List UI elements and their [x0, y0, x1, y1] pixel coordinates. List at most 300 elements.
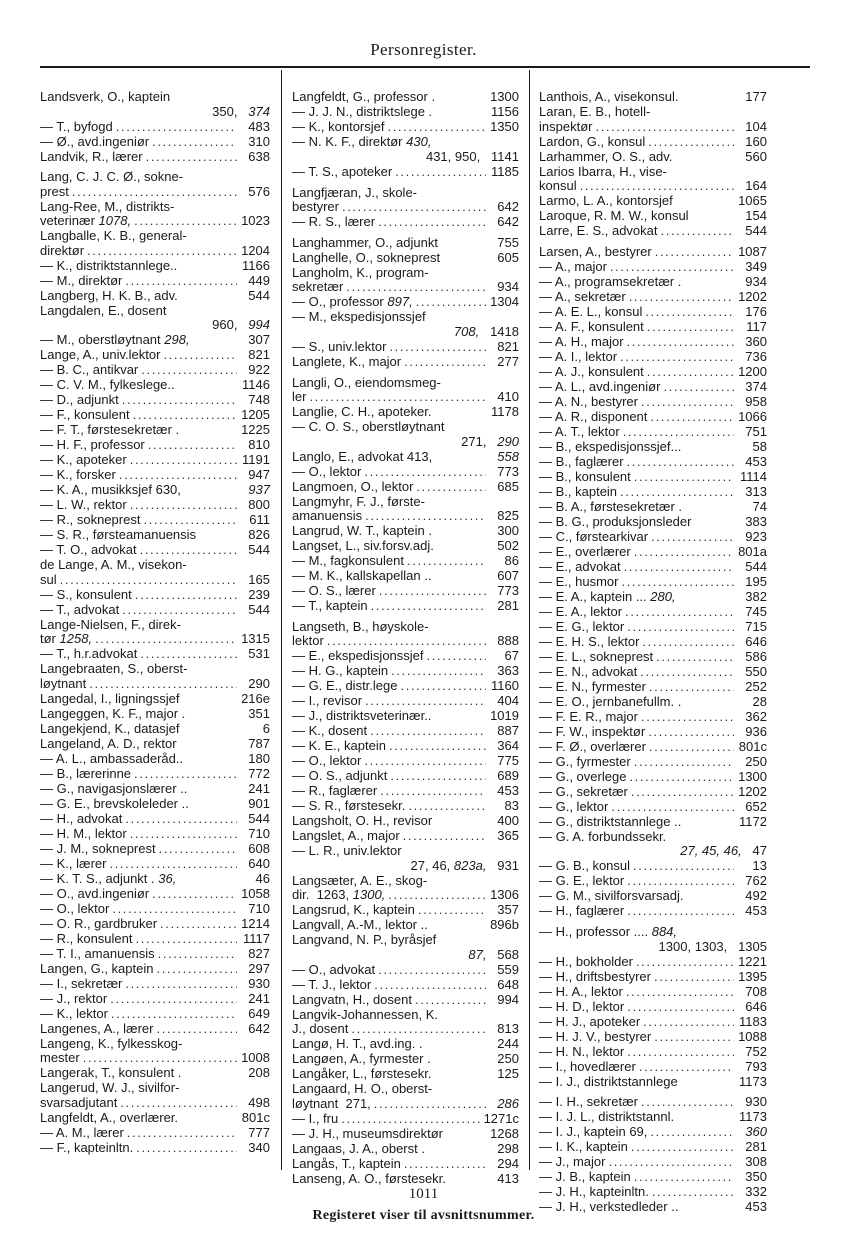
entry-number: 125 [497, 1066, 519, 1081]
entry-name: — A. N., bestyrer [539, 393, 638, 409]
entry-name: Langfeldt, A., overlærer. [40, 1109, 179, 1125]
leader-dots [119, 468, 237, 483]
entry-name-wrap [292, 340, 386, 355]
entry-name: — G. M., sivilforsvarsadj. [539, 888, 684, 903]
entry-number: 648 [497, 976, 519, 992]
register-entry [539, 545, 767, 560]
register-entry [539, 904, 767, 919]
leader-dots [639, 1060, 734, 1075]
entry-name-wrap [292, 679, 398, 694]
entry-number: 755 [497, 234, 519, 250]
entry-name: Lange, A., univ.lektor [40, 347, 161, 362]
entry-number: 930 [745, 1094, 767, 1109]
entry-number: 1146 [242, 377, 270, 392]
entry-line [40, 588, 270, 603]
register-entry [539, 1125, 767, 1140]
leader-dots [136, 1141, 237, 1156]
entry-number: 1305 [738, 938, 767, 954]
register-entry [292, 694, 519, 709]
entry-line [40, 992, 270, 1007]
entry-line [40, 1126, 270, 1141]
register-entry [40, 782, 270, 797]
entry-continuation-text: bestyrer [292, 199, 339, 214]
entry-line [539, 1075, 767, 1090]
entry-name-wrap [40, 378, 175, 393]
leader-dots [378, 963, 486, 978]
entry-ref: 960, [212, 317, 242, 332]
entry-name: — K. E., kaptein [292, 738, 386, 753]
register-entry [40, 438, 270, 453]
entry-name: — K., apoteker [40, 452, 127, 467]
register-entry [292, 495, 519, 524]
entry-line [539, 245, 767, 260]
register-entry [40, 752, 270, 767]
register-entry [539, 395, 767, 410]
entry-number: 1300 [738, 768, 767, 784]
entry-number: 363 [497, 663, 519, 678]
entry-name: — J. H., kapteinltn. [539, 1184, 649, 1199]
entry-name: — O. R., gardbruker [40, 915, 158, 931]
entry-number: 1300 [490, 89, 519, 104]
entry-name: — G., sekretær [539, 783, 628, 799]
column-divider-2 [529, 70, 530, 1170]
entry-line [292, 814, 519, 829]
entry-line [539, 1030, 767, 1045]
entry-line [539, 770, 767, 785]
entry-line [292, 1112, 519, 1127]
leader-dots [631, 785, 734, 800]
entry-line [292, 90, 519, 105]
entry-number: 1268 [490, 1125, 519, 1141]
entry-line [292, 649, 519, 664]
entry-name-wrap [292, 165, 392, 180]
entry-name: Langmoen, O., lektor [292, 478, 414, 494]
entry-line [292, 933, 519, 948]
entry-name: Langberg, H. K. B., adv. [40, 287, 178, 303]
entry-number: 1160 [491, 678, 519, 693]
entry-number: 6 [262, 720, 270, 736]
entry-name: — M., ekspedisjonssjef [292, 309, 426, 324]
entry-line [40, 827, 270, 842]
entry-name: — H. D., lektor [539, 998, 625, 1014]
entry-name-wrap [539, 695, 681, 710]
entry-name: — L. W., rektor [40, 497, 127, 512]
entry-number: 1058 [241, 885, 270, 901]
entry-line [40, 408, 270, 423]
entry-number: 772 [248, 765, 270, 781]
entry-number: 252 [745, 678, 767, 694]
register-entry [292, 933, 519, 962]
entry-name-wrap [40, 842, 156, 857]
entry-number: 934 [745, 273, 767, 289]
entry-continuation-text: tør [40, 631, 56, 646]
entry-continuation-text: sekretær [292, 279, 344, 294]
entry-name-wrap [292, 769, 387, 784]
entry-number: 1178 [491, 404, 519, 419]
entry-name: Langfeldt, G., professor . [292, 89, 436, 104]
entry-name: Langvatn, H., dosent [292, 991, 412, 1007]
entry-line [539, 90, 767, 105]
entry-name: Langsholt, O. H., revisor [292, 813, 433, 828]
entry-name-wrap [40, 274, 122, 289]
register-entry [40, 932, 270, 947]
entry-name-wrap [539, 260, 607, 275]
entry-name-wrap [292, 310, 426, 325]
register-entry [292, 1142, 519, 1157]
leader-dots [60, 573, 237, 588]
leader-dots [389, 739, 486, 754]
register-entry [539, 485, 767, 500]
entry-name-wrap [292, 480, 413, 495]
entry-line [40, 393, 270, 408]
entry-number: 646 [745, 633, 767, 649]
entry-continuation-text: direktør [40, 242, 85, 258]
register-entry [40, 259, 270, 274]
entry-line [292, 480, 519, 495]
entry-name-wrap [40, 932, 133, 947]
entry-number: 86 [504, 553, 519, 568]
register-entry [539, 740, 767, 755]
leader-dots [655, 245, 734, 260]
entry-line [292, 888, 519, 903]
entry-name: — A. H., major [539, 333, 624, 349]
entry-name: — K., lærer [40, 855, 107, 871]
entry-name: Langebraaten, S., oberst- [40, 661, 188, 676]
entry-name: — O., professor [292, 294, 384, 309]
entry-name: — G., lektor [539, 798, 609, 814]
entry-name: de Lange, A. M., visekon- [40, 557, 187, 572]
entry-number: 560 [745, 148, 767, 164]
register-entry [539, 1015, 767, 1030]
leader-dots [125, 812, 237, 827]
leader-dots [636, 955, 734, 970]
leader-dots [418, 903, 486, 918]
entry-name-wrap [40, 120, 113, 135]
register-entry [40, 872, 270, 887]
entry-number: 751 [745, 423, 767, 439]
leader-dots [116, 120, 237, 135]
entry-line [539, 1170, 767, 1185]
register-entry [40, 797, 270, 812]
register-entry [292, 295, 519, 310]
register-entry [292, 135, 519, 150]
entry-name: Langvall, A.-M., lektor .. [292, 917, 428, 932]
entry-name: Langfjæran, J., skole- [292, 184, 418, 200]
register-entry [292, 1157, 519, 1172]
entry-name: — A. L., avd.ingeniør [539, 378, 661, 394]
entry-name: — E., advokat [539, 558, 621, 574]
leader-dots [656, 650, 734, 665]
entry-name: — I. K., kaptein [539, 1139, 628, 1154]
entry-number: 502 [497, 538, 519, 553]
entry-line [539, 380, 767, 395]
entry-name: — A., sekretær [539, 288, 626, 304]
leader-dots [365, 694, 486, 709]
register-column-3 [539, 90, 767, 1215]
entry-line [40, 737, 270, 752]
entry-name-wrap [292, 420, 444, 435]
entry-name: — I., hovedlærer [539, 1058, 636, 1074]
entry-name: — H., faglærer [539, 903, 625, 918]
entry-name-wrap [292, 978, 371, 993]
entry-name: — J. H., museumsdirektør [292, 1125, 443, 1141]
leader-dots [627, 455, 734, 470]
entry-number: 586 [745, 648, 767, 664]
entry-name: — J., major [539, 1154, 606, 1169]
entry-number: 350 [745, 1169, 767, 1184]
entry-number: 544 [745, 558, 767, 574]
entry-name-wrap [539, 1075, 678, 1090]
entry-number: 801c [241, 1109, 270, 1125]
entry-name-wrap [539, 725, 645, 740]
entry-number: 1065 [738, 193, 767, 208]
entry-line [292, 584, 519, 599]
entry-line [292, 524, 519, 539]
entry-number: 1350 [490, 119, 519, 134]
entry-line [539, 194, 767, 209]
register-entry [292, 679, 519, 694]
register-entry [40, 1126, 270, 1141]
register-entry [539, 290, 767, 305]
entry-continuation-text: svarsadjutant [40, 1094, 118, 1110]
entry-line [292, 918, 519, 933]
entry-line [539, 335, 767, 350]
entry-continuation [292, 1022, 348, 1037]
entry-name: — J., distriktsveterinær.. [292, 708, 432, 723]
leader-dots [648, 135, 734, 150]
leader-dots [389, 340, 486, 355]
leader-dots [341, 1112, 480, 1127]
entry-name: — O. S., lærer [292, 583, 376, 598]
entry-name-wrap [539, 1140, 628, 1155]
entry-name-wrap [40, 737, 177, 752]
entry-continuation [40, 1096, 117, 1111]
leader-dots [627, 335, 734, 350]
entry-reference-line [292, 948, 519, 963]
entry-name: Langvand, N. P., byråsjef [292, 932, 437, 947]
entry-name: — H. M., lektor [40, 825, 127, 841]
leader-dots [83, 1051, 237, 1066]
entry-ref-italic: 897, [387, 294, 413, 309]
entry-name-wrap [40, 498, 127, 513]
register-entry [539, 889, 767, 904]
entry-name-wrap [40, 588, 132, 603]
entry-number: 1315 [241, 631, 270, 646]
register-entry [40, 170, 270, 199]
entry-number: 164 [745, 178, 767, 193]
register-entry [292, 1052, 519, 1067]
entry-name-wrap [539, 1030, 651, 1045]
entry-line [292, 355, 519, 370]
entry-line [292, 539, 519, 554]
entry-name: — E., husmor [539, 573, 619, 589]
register-entry [292, 539, 519, 554]
entry-number: 1183 [739, 1013, 767, 1029]
entry-name: — J. H., verkstedleder .. [539, 1199, 679, 1214]
leader-dots [620, 485, 734, 500]
entry-name-wrap [40, 797, 189, 812]
entry-number: 736 [745, 348, 767, 364]
entry-line [40, 842, 270, 857]
entry-line [292, 236, 519, 251]
entry-number: 28 [752, 693, 767, 709]
entry-ref: 69, [629, 1124, 648, 1139]
entry-number: 801a [738, 543, 767, 559]
entry-name: — E. N., advokat [539, 663, 638, 679]
entry-line [40, 887, 270, 902]
entry-continuation-text: sul [40, 571, 57, 587]
entry-name: Langdalen, E., dosent [40, 302, 167, 318]
register-entry [539, 470, 767, 485]
entry-ref-italic: 708, [453, 324, 483, 339]
entry-name-wrap [292, 963, 375, 978]
entry-name-wrap [40, 1066, 181, 1081]
leader-dots [89, 677, 237, 692]
entry-number: 360 [745, 1124, 767, 1139]
register-entry [40, 289, 270, 304]
entry-name: — A., major [539, 258, 607, 274]
entry-line [292, 120, 519, 135]
register-entry [292, 978, 519, 993]
entry-number: 931 [497, 857, 519, 873]
entry-name-wrap [40, 857, 106, 872]
entry-line [292, 105, 519, 120]
entry-name: — O., avd.ingeniør [40, 885, 150, 901]
entry-ref: 350, [212, 103, 242, 119]
entry-number: 922 [248, 362, 270, 377]
register-entry [292, 754, 519, 769]
entry-name: — L. R., univ.lektor [292, 843, 402, 858]
entry-line [292, 569, 519, 584]
entry-name: — E., overlærer [539, 543, 631, 559]
entry-name-wrap [539, 635, 639, 650]
entry-name-wrap [292, 584, 376, 599]
entry-name-wrap [539, 925, 677, 940]
register-entry [292, 739, 519, 754]
register-entry [539, 1155, 767, 1170]
entry-number: 383 [745, 513, 767, 529]
entry-number: 195 [745, 573, 767, 589]
entry-line [292, 310, 519, 325]
leader-dots [391, 664, 486, 679]
entry-number: 646 [745, 998, 767, 1014]
entry-number: 568 [497, 946, 519, 962]
entry-line [539, 970, 767, 985]
register-entry [539, 635, 767, 650]
register-entry [539, 365, 767, 380]
register-entry [40, 483, 270, 498]
leader-dots [160, 917, 237, 932]
register-entry [292, 251, 519, 266]
entry-name: Lang-Ree, M., distrikts- [40, 198, 175, 214]
entry-line [539, 985, 767, 1000]
entry-name-wrap [40, 692, 179, 707]
entry-continuation [40, 185, 69, 200]
entry-name-wrap [539, 1155, 605, 1170]
entry-number: 752 [745, 1043, 767, 1059]
register-entry [539, 425, 767, 440]
entry-name: — G. E., distr.lege [292, 678, 398, 693]
entry-line [292, 165, 519, 180]
entry-ref: 271, [345, 1095, 371, 1111]
entry-number: 117 [746, 318, 767, 334]
register-entry [292, 376, 519, 405]
entry-line [40, 917, 270, 932]
register-entry [539, 925, 767, 940]
entry-line [40, 902, 270, 917]
leader-dots [390, 769, 486, 784]
entry-line [40, 150, 270, 165]
entry-line [539, 350, 767, 365]
entry-line [292, 340, 519, 355]
entry-name-wrap [40, 90, 170, 105]
entry-line [40, 632, 270, 647]
register-entry [40, 135, 270, 150]
entry-continuation [40, 573, 57, 588]
entry-name-wrap [292, 649, 424, 664]
entry-name-wrap [292, 1037, 423, 1052]
entry-name: — K., distriktstannlege.. [40, 257, 178, 273]
entry-name: Langli, O., eiendomsmeg- [292, 374, 441, 390]
entry-name: — H., driftsbestyrer [539, 968, 651, 984]
entry-name-wrap [40, 333, 190, 348]
entry-number: 994 [248, 317, 270, 332]
entry-name: — R. S., lærer [292, 214, 376, 229]
leader-dots [408, 799, 486, 814]
entry-number: 608 [248, 840, 270, 856]
entry-number: 748 [248, 392, 270, 407]
entry-number: 762 [745, 873, 767, 888]
entry-name: — E. A., lektor [539, 603, 623, 619]
entry-name: Landsverk, O., kaptein [40, 89, 171, 104]
entry-continuation [292, 634, 324, 649]
register-entry [539, 260, 767, 275]
register-entry [40, 722, 270, 737]
leader-dots [159, 842, 237, 857]
register-entry [292, 814, 519, 829]
entry-number: 286 [497, 1095, 519, 1111]
entry-name-wrap [40, 1126, 124, 1141]
entry-name: — B., faglærer [539, 453, 624, 469]
leader-dots [309, 390, 486, 405]
register-entry [40, 767, 270, 782]
leader-dots [629, 770, 734, 785]
entry-name-wrap [40, 782, 187, 797]
register-entry [292, 1037, 519, 1052]
entry-line [292, 799, 519, 814]
entry-reference-line [539, 844, 767, 859]
leader-dots [401, 679, 487, 694]
register-entry [40, 408, 270, 423]
entry-number: 649 [248, 1005, 270, 1021]
entry-name: — F., konsulent [40, 407, 130, 422]
entry-line [539, 1155, 767, 1170]
register-entry [292, 450, 519, 465]
leader-dots [627, 1045, 734, 1060]
entry-name: — A. E. L., konsul [539, 303, 643, 319]
entry-number: 453 [745, 903, 767, 918]
entry-line [292, 599, 519, 614]
leader-dots [595, 120, 734, 135]
entry-number: 1066 [738, 408, 767, 424]
entry-reference-line [539, 940, 767, 955]
entry-line [539, 650, 767, 665]
entry-number: 1023 [241, 213, 270, 228]
register-entry [40, 513, 270, 528]
entry-number: 825 [497, 508, 519, 523]
entry-name-wrap [292, 405, 431, 420]
entry-name: Laroque, R. M. W., konsul [539, 208, 689, 223]
